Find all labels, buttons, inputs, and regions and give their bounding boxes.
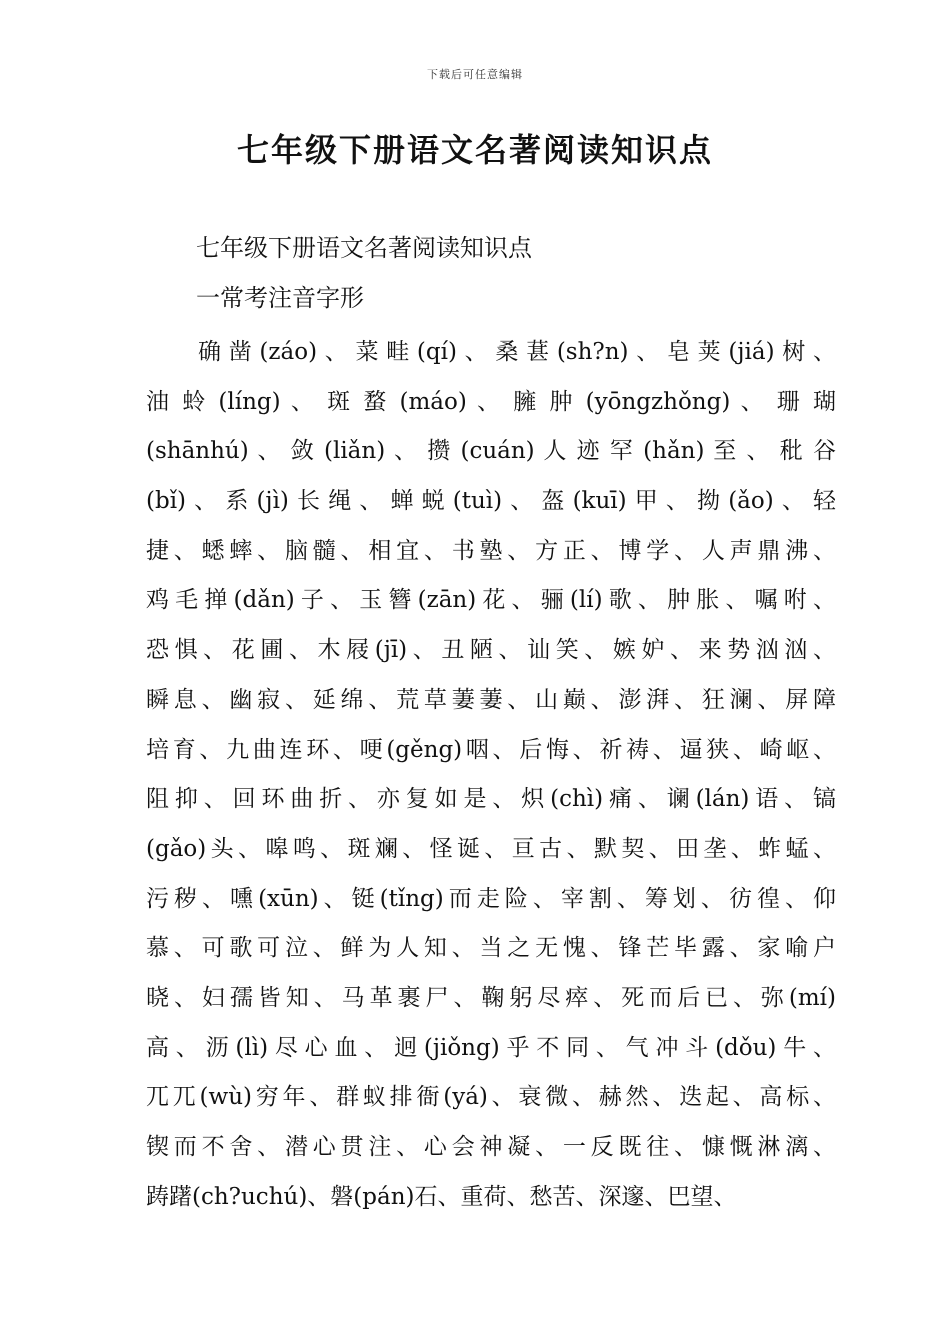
- body-line: (bǐ)、系(jì)长绳、蝉蜕(tuì)、盔(kuī)甲、拗(ǎo)、轻: [146, 488, 836, 515]
- body-line: 鸡毛掸(dǎn)子、玉簪(zān)花、骊(lí)歌、肿胀、嘱咐、: [146, 587, 836, 614]
- section-heading: 一常考注音字形: [196, 284, 364, 312]
- body-line: (gǎo)头、嗥鸣、斑斓、怪诞、亘古、默契、田垄、蚱蜢、: [146, 835, 836, 862]
- body-line: 兀兀(wù)穷年、群蚁排衙(yá)、衰微、赫然、迭起、高标、: [146, 1084, 836, 1111]
- body-line: 阻抑、回环曲折、亦复如是、炽(chì)痛、谰(lán)语、镐: [146, 786, 836, 813]
- body-line: 捷、蟋蟀、脑髓、相宜、书塾、方正、博学、人声鼎沸、: [146, 537, 836, 564]
- body-line: 油 蛉 (líng) 、 斑 蝥 (máo) 、 臃 肿 (yōngzhǒng) 、 珊 瑚: [146, 388, 836, 415]
- body-line: 踌躇(ch?uchú)、磐(pán)石、重荷、愁苦、深邃、巴望、: [146, 1183, 737, 1210]
- document-subtitle: 七年级下册语文名著阅读知识点: [196, 234, 532, 262]
- body-text: [146, 328, 836, 1222]
- body-line: (shānhú) 、 敛 (liǎn) 、 攒 (cuán) 人 迹 罕 (hǎn) 至 、 秕 谷: [146, 438, 836, 465]
- body-line: 晓、妇孺皆知、马革裹尸、鞠躬尽瘁、死而后已、弥(mí): [146, 984, 836, 1011]
- body-line: 污秽、嚑(xūn)、铤(tǐng)而走险、宰割、筹划、彷徨、仰: [146, 885, 836, 912]
- body-line: 培育、九曲连环、哽(gěng)咽、后悔、祈祷、逼狭、崎岖、: [146, 736, 836, 763]
- document-title: 七年级下册语文名著阅读知识点: [236, 131, 713, 169]
- body-line: 确凿(záo)、菜畦(qí)、桑葚(sh?n)、皂荚(jiá)树、: [198, 339, 836, 365]
- page-header-note: 下载后可任意编辑: [427, 68, 523, 81]
- body-line: 慕、可歌可泣、鲜为人知、当之无愧、锋芒毕露、家喻户: [146, 935, 836, 962]
- body-line: 瞬息、幽寂、延绵、荒草萋萋、山巅、澎湃、狂澜、屏障: [146, 686, 836, 713]
- body-line: 高、沥(lì)尽心血、迥(jiǒng)乎不同、气冲斗(dǒu)牛、: [146, 1034, 836, 1061]
- body-line: 锲而不舍、潜心贯注、心会神凝、一反既往、慷慨淋漓、: [146, 1134, 836, 1160]
- body-line: 恐惧、花圃、木屐(jī)、丑陋、讪笑、嫉妒、来势汹汹、: [146, 637, 836, 664]
